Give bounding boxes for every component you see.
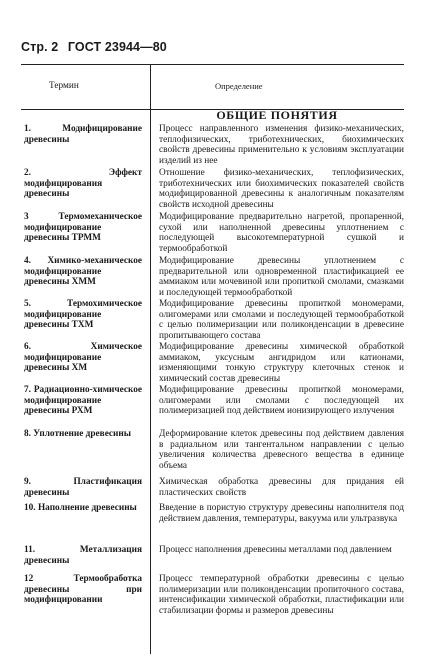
definition-6: Модифицирование древесины химической обработкой аммиаком, уксусным ангидридом или катионами, изменяющими тонкую структуру клеточных стенок и химический состав древесины (159, 342, 404, 384)
definition-12: Процесс температурной обработки древесины с целью полимеризации или поликонденсации пропиточного состава, интенсификации химической обработки, пластификации или стабилизации формы и размеров древесины (159, 574, 404, 616)
page-number: Стр. 2 (21, 40, 59, 54)
definition-2: Отношение физико-механических, теплофизических, триботехнических или биохимических показателей свойств модифицированной древесины к аналогичным показателям свойств исходной древесины (159, 168, 404, 210)
definition-3: Модифицирование предварительно нагретой, пропаренной, сухой или наполненной древесины уплотнением с последующей высокотемпературной сушкой и термообработкой (159, 212, 404, 254)
column-header-definition: Определение (215, 81, 263, 91)
column-header-term: Термин (49, 81, 79, 91)
term-5: 5. Термохимическое модифицирование древесины ТХМ (24, 299, 142, 331)
definition-5: Модифицирование древесины пропиткой мономерами, олигомерами или смолами и последующей термообработкой с целью полимеризации или поликонденсации в древесине пропитывающего состава (159, 299, 404, 341)
definition-9: Химическая обработка древесины для придания ей пластических свойств (159, 477, 404, 498)
definition-8: Деформирование клеток древесины под действием давления в радиальном или тангентальном направлении с целью увеличения количества древесного вещества в единице объема (159, 429, 404, 471)
definition-1: Процесс направленного изменения физико-механических, теплофизических, триботехнических, биохимических свойств древесины применительно к условиям эксплуатации изделий из нее (159, 124, 404, 166)
term-12: 12 Термообработка древесины при модифицировании (24, 574, 142, 606)
table-header (21, 64, 404, 110)
definition-11: Процесс наполнения древесины металлами под давлением (159, 545, 392, 555)
term-6: 6. Химическое модифицирование древесины ХМ (24, 342, 142, 374)
term-9: 9. Пластификация древесины (24, 477, 142, 498)
term-3: 3 Термомеханическое модифицирование древесины ТРММ (24, 212, 142, 244)
term-10: 10. Наполнение древесины (24, 503, 137, 513)
term-2: 2. Эффект модифицирования древесины (24, 168, 142, 200)
definition-7: Модифицирование древесины пропиткой мономерами, олигомерами или смолами с последующей их полимеризацией под действием ионизирующего излучения (159, 385, 404, 417)
definition-4: Модифицирование древесины уплотнением с предварительной или одновременной пластификацией ее аммиаком или мочевиной или пропиткой смолами, смазками и последующей термообработкой (159, 256, 404, 298)
column-divider (150, 65, 151, 109)
page-header (21, 40, 173, 54)
standard-number: ГОСТ 23944—80 (67, 40, 167, 54)
term-8: 8. Уплотнение древесины (24, 429, 132, 439)
section-title: ОБЩИЕ ПОНЯТИЯ (216, 108, 338, 122)
definition-10: Введение в пористую структуру древесины наполнителя под действием давления, температуры, вакуума или ультразвука (159, 503, 404, 524)
body-column-divider (150, 108, 151, 654)
term-4: 4. Химико-механическое модифицирование древесины ХММ (24, 256, 142, 288)
term-7: 7. Радиационно-химическое модифицирование древесины РХМ (24, 385, 142, 417)
term-11: 11. Металлизация древесины (24, 545, 142, 566)
term-1: 1. Модифицирование древесины (24, 124, 142, 145)
